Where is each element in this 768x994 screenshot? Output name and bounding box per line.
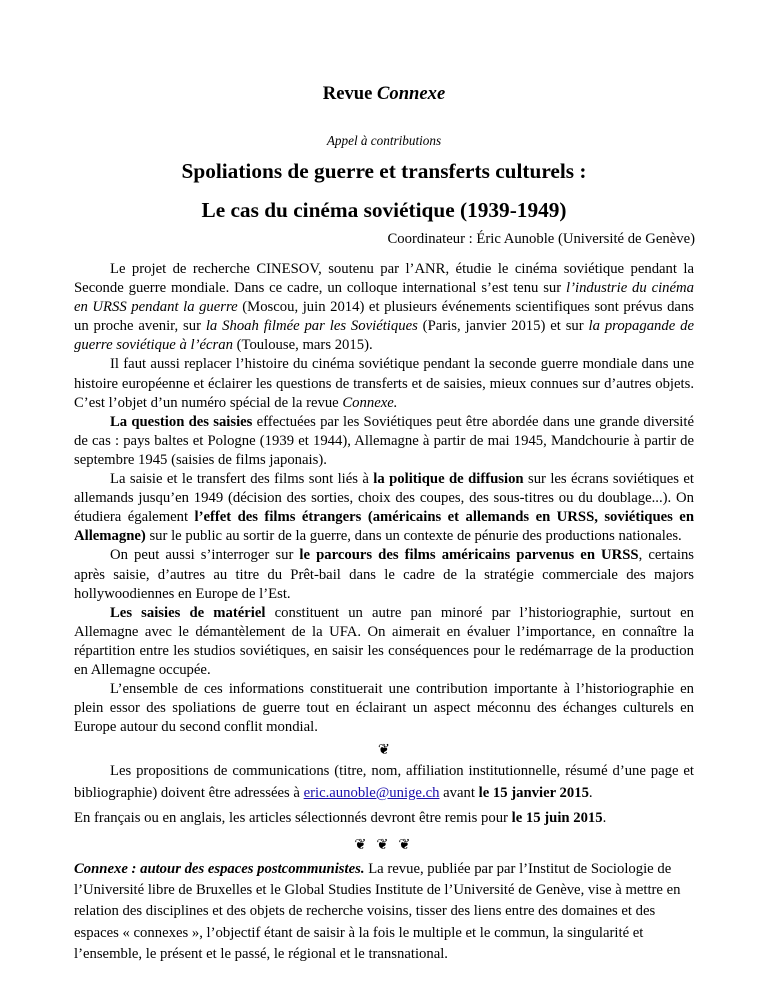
emphasis: la propagande de guerre soviétique à l’écran (74, 318, 694, 354)
bold-text: le parcours des films américains parvenus en URSS (299, 547, 639, 564)
text-run: L’ensemble de ces informations constituerait une contribution importante à l’historiographie en plein essor des spoliations de guerre tout en éclairant un aspect méconnu des échanges culturels en Europe autour du second conflit mondial. (74, 681, 694, 736)
paragraph-propositions (74, 761, 694, 803)
paragraph-context (74, 355, 694, 412)
text-run: . (602, 809, 607, 826)
ornament-fleuron: ❦ (377, 742, 391, 759)
text-run: On peut aussi s’interroger sur (110, 547, 300, 564)
text-run: (Paris, janvier 2015) et sur (417, 318, 589, 335)
bold-text: l’effet des films étrangers (américains et allemands en URSS, soviétiques en Allemagne) (74, 509, 694, 545)
paragraph-language (74, 808, 694, 829)
paragraph-ensemble (74, 680, 694, 737)
journal-name: Connexe (377, 83, 446, 104)
connexe-heading: Connexe : autour des espaces postcommunistes. (74, 860, 365, 877)
emphasis: l’industrie du cinéma en URSS pendant la guerre (74, 280, 694, 316)
text-run: En français ou en anglais, les articles sélectionnés devront être remis pour (74, 809, 512, 826)
text-run: Il faut aussi replacer l’histoire du cinéma soviétique pendant la seconde guerre mondiale dans une histoire européenne et éclairer les questions de transferts et de saisies, mieux connues sur d’autres objets. C’est l’objet d’un numéro spécial de la revue (74, 356, 694, 411)
main-title-line2: Le cas du cinéma soviétique (1939-1949) (201, 198, 567, 222)
text-run: . (588, 784, 593, 801)
journal-title (0, 84, 768, 103)
about-connexe (74, 859, 694, 965)
paragraph-materiel (74, 604, 694, 680)
paragraph-project (74, 260, 694, 355)
text-run: effectuées par les Soviétiques peut être abordée dans une grande diversité de cas : pays baltes et Pologne (1939 et 1944), Allemagne à partir de mai 1945, Mandchourie à partir de septembre 1945 (saisies de films japonais). (74, 413, 694, 468)
bold-text: Les saisies de matériel (110, 604, 266, 621)
text-run: Le projet de recherche CINESOV, soutenu par l’ANR, étudie le cinéma soviétique pendant la Seconde guerre mondiale. Dans ce cadre, un colloque international s’est tenu sur (74, 261, 694, 297)
text-run: constituent un autre pan minoré par l’historiographie, surtout en Allemagne avec le démantèlement de la UFA. On aimerait en évaluer l’importance, en connaître la répartition entre les studios soviétiques, en saisir les conséquences pour le redémarrage de la production en Allemagne occupée. (74, 604, 694, 678)
bold-text: la politique de diffusion (373, 471, 524, 488)
body-text (74, 260, 694, 965)
text-run: sur le public au sortir de la guerre, dans un contexte de pénurie des productions nationales. (145, 528, 682, 545)
email-link[interactable]: eric.aunoble@unige.ch (303, 784, 440, 801)
emphasis: Connexe. (342, 394, 398, 411)
text-run: avant (439, 784, 479, 801)
paragraph-films-americains (74, 546, 694, 603)
text-run: La revue, publiée par par l’Institut de Sociologie de l’Université libre de Bruxelles et le Global Studies Institute de l’Université de Genève, vise à mettre en relation des disciplines et des objets de recherche voisins, tisser des liens entre des domaines et des espaces « connexes », l’objectif étant de saisir à la fois le multiple et le commun, la singularité et l’ensemble, le présent et le passé, le régional et le transnational. (74, 860, 681, 962)
main-title-line1: Spoliations de guerre et transferts culturels : (181, 159, 587, 183)
text-run: (Toulouse, mars 2015). (232, 337, 373, 354)
text-run: (Moscou, juin 2014) et plusieurs événements scientifiques sont prévus dans un proche avenir, sur (74, 299, 695, 335)
bold-text: La question des saisies (110, 413, 253, 430)
ornament-fleurons-triple: ❦ ❦ ❦ (354, 836, 414, 853)
text-run: sur les écrans soviétiques et allemands jusqu’en 1949 (décision des sorties, choix des coupes, des sous-titres ou du doublage...). On étudiera également (74, 471, 694, 526)
journal-prefix: Revue (322, 83, 378, 104)
paragraph-diffusion (74, 470, 694, 546)
emphasis: la Shoah filmée par les Soviétiques (205, 318, 418, 335)
paragraph-saisies (74, 413, 694, 470)
text-run: , certains après saisie, d’autres au titre du Prêt-bail dans le cadre de la stratégie commerciale des majors hollywoodiennes en Europe de l’Est. (74, 547, 695, 602)
call-for-papers: Appel à contributions (326, 133, 442, 148)
coordinator-line: Coordinateur : Éric Aunoble (Université de Genève) (387, 231, 695, 247)
text-run: Les propositions de communications (titre, nom, affiliation institutionnelle, résumé d’une page et bibliographie) doivent être adressées à (74, 763, 694, 801)
deadline-2: le 15 juin 2015 (511, 809, 603, 826)
deadline-1: le 15 janvier 2015 (478, 784, 589, 801)
paragraph-connexe (74, 859, 694, 965)
text-run: La saisie et le transfert des films sont liés à (110, 471, 374, 488)
